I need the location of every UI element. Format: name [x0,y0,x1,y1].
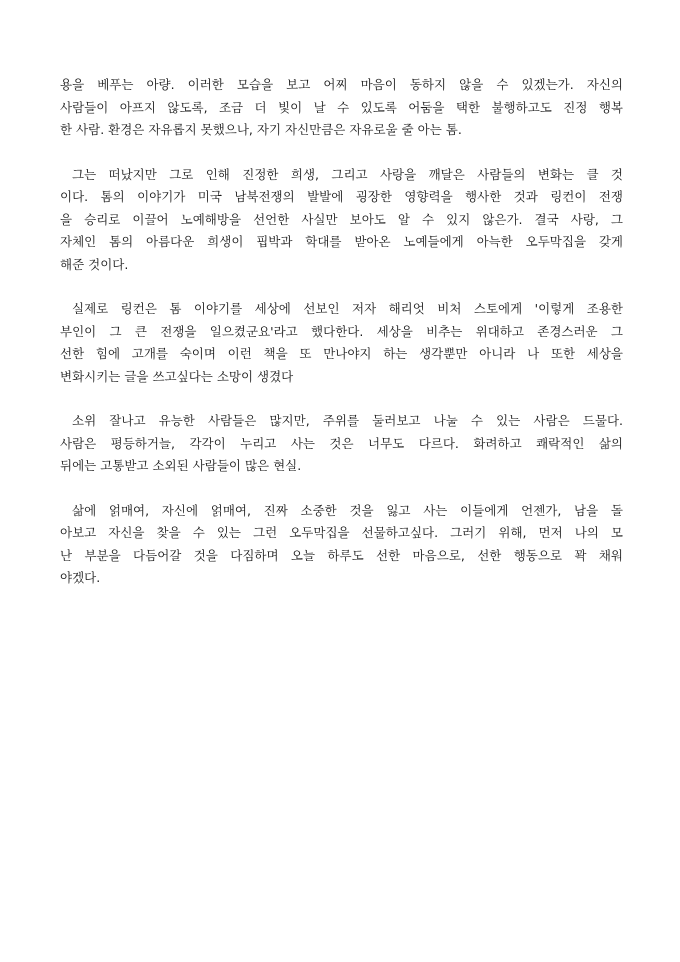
text-line: 변화시키는 글을 쓰고싶다는 소망이 생겼다 [60,368,294,384]
text-line: 이다. 톰의 이야기가 미국 남북전쟁의 발발에 굉장한 영향력을 행사한 것과 링컨이 전쟁 [60,189,623,204]
paragraph-4 [60,410,623,478]
text-line: 을 승리로 이끌어 노예해방을 선언한 사실만 보아도 알 수 있지 않은가. 결국 사랑, 그 [60,211,623,227]
text-line: 해준 것이다. [60,256,129,272]
text-line: 용을 베푸는 아량. 이러한 모습을 보고 어찌 마음이 동하지 않을 수 있겠는가. 자신의 [60,77,623,92]
paragraph-3 [60,298,623,388]
text-line: 난 부분을 다듬어갈 것을 다짐하며 오늘 하루도 선한 마음으로, 선한 행동으로 꽉 채워 [60,547,623,563]
text-line: 선한 힘에 고개를 숙이며 이런 책을 또 만나야지 하는 생각뿐만 아니라 나 또한 세상을 [60,346,623,361]
text-line: 그는 떠났지만 그로 인해 진정한 희생, 그리고 사랑을 깨달은 사람들의 변화는 클 것 [72,166,623,182]
text-line: 뒤에는 고통받고 소외된 사람들이 많은 현실. [60,458,302,473]
paragraph-5 [60,500,623,590]
text-line: 자체인 톰의 아름다운 희생이 핍박과 학대를 받아온 노예들에게 아늑한 오두막집을 갖게 [60,234,623,249]
text-line: 부인이 그 큰 전쟁을 일으켰군요'라고 했다한다. 세상을 비추는 위대하고 존경스러운 그 [60,323,623,339]
text-line: 아보고 자신을 찾을 수 있는 그런 오두막집을 선물하고싶다. 그러기 위해, 먼저 나의 모 [60,525,623,540]
text-line: 사람들이 아프지 않도록, 조금 더 빛이 날 수 있도록 어둠을 택한 불행하고도 진정 행복 [60,99,623,115]
text-line: 야겠다. [60,570,101,585]
text-line: 소위 잘나고 유능한 사람들은 많지만, 주위를 둘러보고 나눌 수 있는 사람은 드물다. [72,413,623,428]
document-body [60,74,623,612]
text-line: 사람은 평등하거늘, 각각이 누리고 사는 것은 너무도 다르다. 화려하고 쾌락적인 삶의 [60,435,623,451]
text-line: 실제로 링컨은 톰 이야기를 세상에 선보인 저자 해리엇 비처 스토에게 '이렇게 조용한 [72,301,623,316]
paragraph-1 [60,74,623,142]
paragraph-2 [60,164,623,277]
text-line: 삶에 얽매여, 자신에 얽매여, 진짜 소중한 것을 잃고 사는 이들에게 언젠가, 남을 돌 [72,502,623,518]
text-line: 한 사람. 환경은 자유롭지 못했으나, 자기 자신만큼은 자유로울 줄 아는 톰. [60,122,462,137]
